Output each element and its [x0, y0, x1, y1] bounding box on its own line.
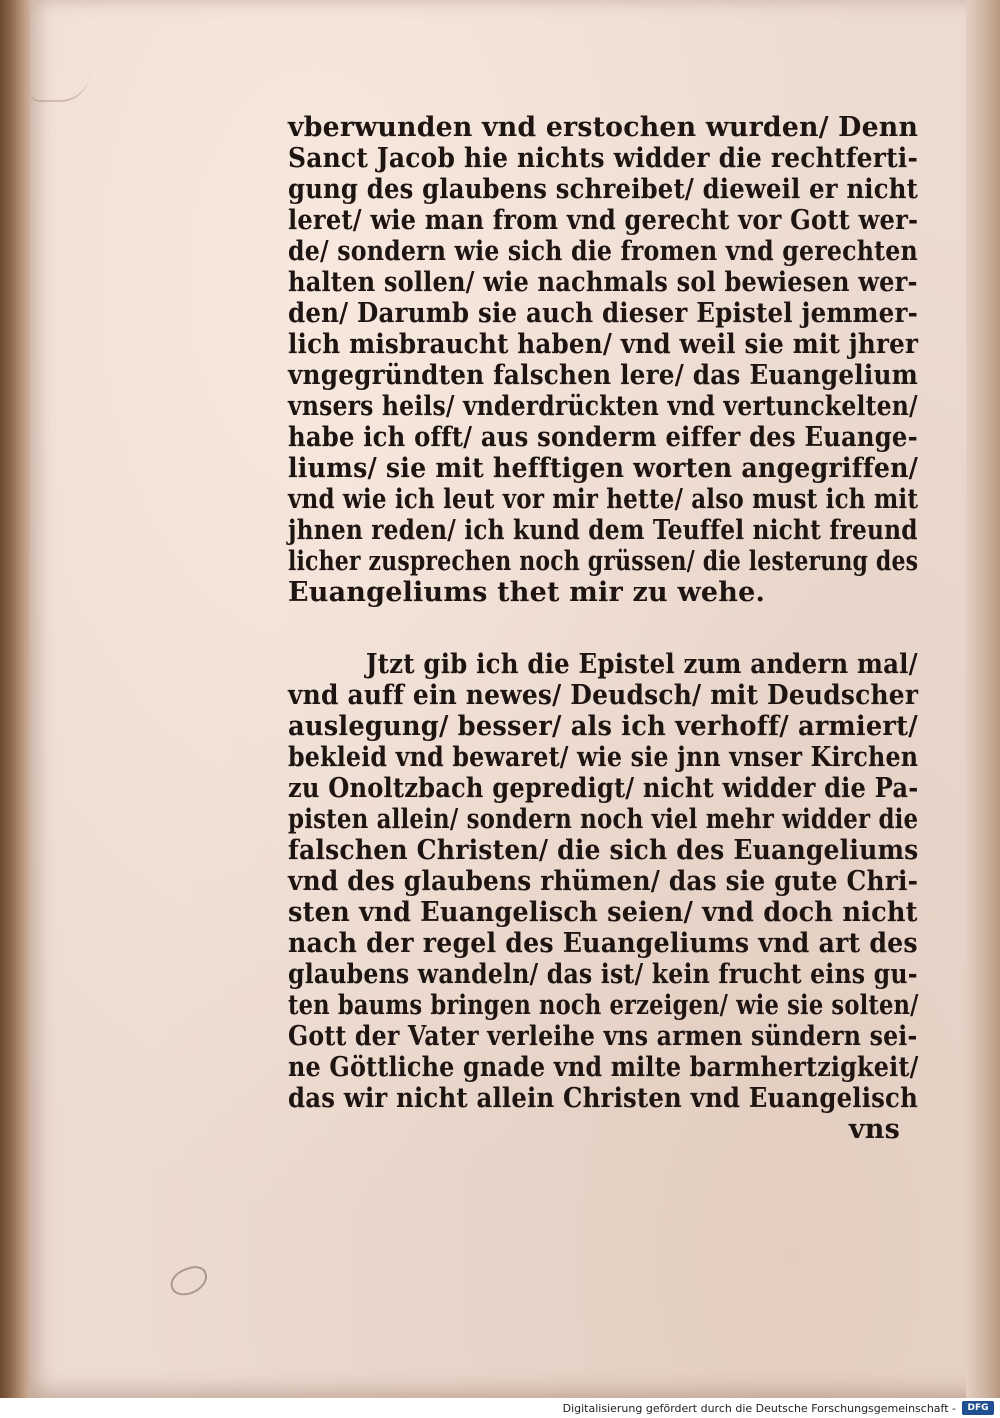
text-line: vberwunden vnd erstochen wurden/ Denn: [288, 112, 919, 143]
text-line: Euangeliums thet mir zu wehe.: [288, 577, 766, 608]
page-edge: [966, 0, 1000, 1398]
text-line: glaubens wandeln/ das ist/ kein frucht eins gu-: [288, 959, 918, 990]
text-line: ne Göttliche gnade vnd milte barmhertzigkeit/: [288, 1052, 919, 1083]
text-line: den/ Darumb sie auch dieser Epistel jemmer-: [288, 298, 918, 329]
text-line: leret/ wie man from vnd gerecht vor Gott wer-: [288, 205, 919, 236]
text-line: jhnen reden/ ich kund dem Teuffel nicht freund: [288, 515, 918, 546]
text-line: de/ sondern wie sich die fromen vnd gerechten: [288, 236, 918, 267]
text-line: lich misbraucht haben/ vnd weil sie mit jhrer: [288, 329, 919, 360]
text-line: vngegründten falschen lere/ das Euangelium: [288, 360, 918, 391]
text-line: habe ich offt/ aus sonderm eiffer des Euange-: [288, 422, 918, 453]
text-line: ten baums bringen noch erzeigen/ wie sie solten/: [288, 990, 919, 1021]
text-line: vnd auff ein newes/ Deudsch/ mit Deudscher: [288, 680, 919, 711]
paragraph-1: [288, 112, 918, 608]
paragraph-gap: [288, 608, 918, 649]
text-line: nach der regel des Euangeliums vnd art des: [288, 928, 918, 959]
text-line: zu Onoltzbach gepredigt/ nicht widder die Pa-: [288, 773, 919, 804]
text-line: vnd des glaubens rhümen/ das sie gute Chri-: [288, 866, 919, 897]
funding-notice: Digitalisierung gefördert durch die Deutsche Forschungsgemeinschaft -: [562, 1402, 956, 1415]
text-line: bekleid vnd bewaret/ wie sie jnn vnser Kirchen: [288, 742, 919, 773]
text-line: Jtzt gib ich die Epistel zum andern mal/: [365, 649, 918, 680]
text-line: gung des glaubens schreibet/ dieweil er nicht: [288, 174, 919, 205]
text-line: vnsers heils/ vnderdrückten vnd vertunckelten/: [288, 391, 918, 422]
text-line: licher zusprechen noch grüssen/ die lesterung des: [288, 546, 919, 577]
catchword: vns: [848, 1114, 900, 1145]
text-line: pisten allein/ sondern noch viel mehr widder die: [288, 804, 919, 835]
footer-bar: [0, 1398, 1000, 1418]
text-line: sten vnd Euangelisch seien/ vnd doch nicht: [288, 897, 918, 928]
text-line: auslegung/ besser/ als ich verhoff/ armiert/: [288, 711, 918, 742]
text-line: falschen Christen/ die sich des Euangeliums: [288, 835, 919, 866]
body-text: [288, 112, 918, 1145]
text-line: Gott der Vater verleihe vns armen sündern sei-: [288, 1021, 918, 1052]
text-line: vnd wie ich leut vor mir hette/ also must ich mit: [288, 484, 919, 515]
text-line: das wir nicht allein Christen vnd Euangelisch: [288, 1083, 918, 1114]
paragraph-2: [288, 649, 918, 1114]
text-line: liums/ sie mit hefftigen worten angegriffen/: [288, 453, 919, 484]
dfg-logo: DFG: [962, 1401, 994, 1415]
text-line: Sanct Jacob hie nichts widder die rechtferti-: [288, 143, 919, 174]
text-line: halten sollen/ wie nachmals sol bewiesen wer-: [288, 267, 918, 298]
